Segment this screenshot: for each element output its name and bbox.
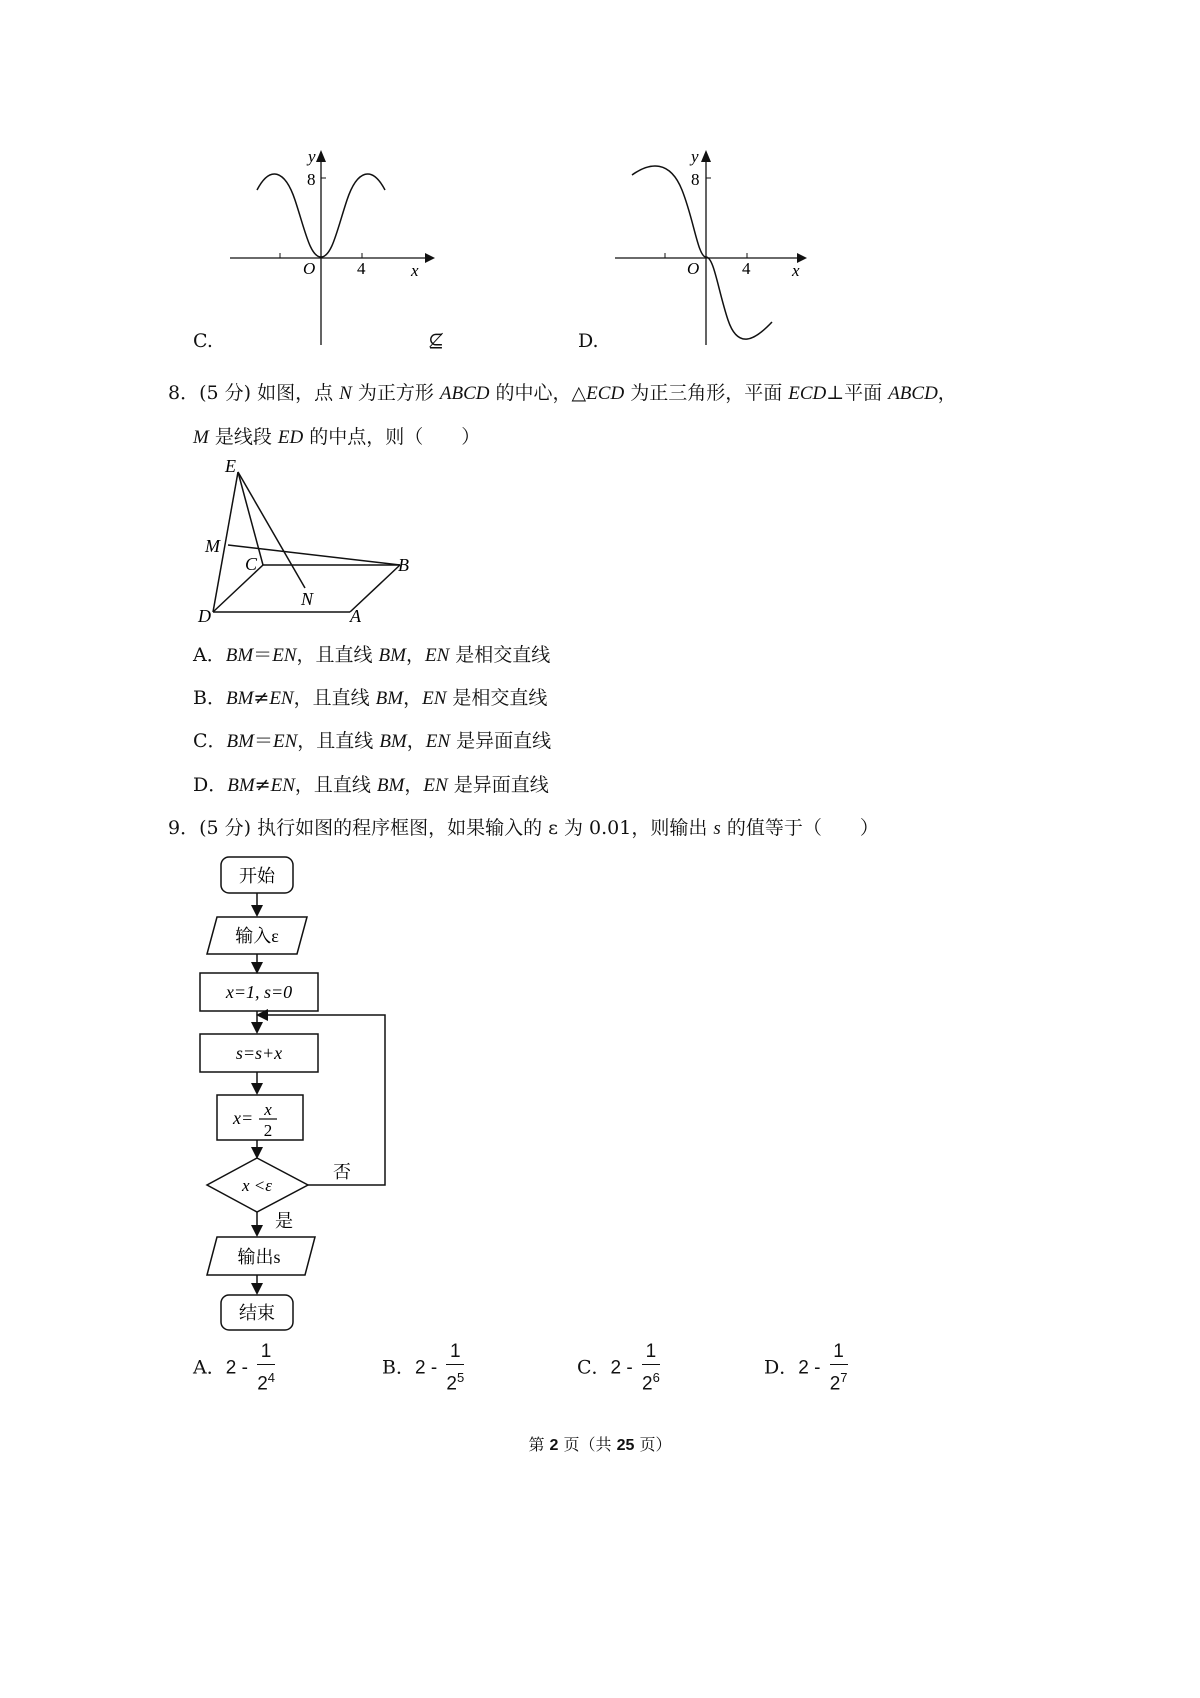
- label-B: B: [398, 555, 409, 575]
- no-label: 否: [333, 1162, 351, 1182]
- start-text: 开始: [239, 866, 275, 886]
- q8-option-b[interactable]: B．BM≠EN，且直线 BM，EN 是相交直线: [193, 687, 548, 709]
- x-label: x: [411, 261, 419, 280]
- yes-label: 是: [275, 1211, 293, 1231]
- x-tick-label: 4: [742, 259, 751, 278]
- x-tick-label: 4: [357, 259, 366, 278]
- y-axis-arrow: [701, 150, 711, 162]
- x-label: x: [792, 261, 800, 280]
- y-label: y: [691, 147, 699, 166]
- graph-d: [610, 140, 830, 355]
- y-label: y: [308, 147, 316, 166]
- label-M: M: [205, 536, 220, 556]
- q9-option-a[interactable]: A．2 - $\frac{1}{2^4}$: [193, 1340, 275, 1397]
- q9-flowchart: [195, 852, 405, 1337]
- input-text: 输入ε: [235, 926, 279, 946]
- label-E: E: [225, 456, 236, 476]
- label-A: A: [350, 606, 361, 626]
- y-axis-arrow: [316, 150, 326, 162]
- update-x-left: x=: [233, 1108, 254, 1128]
- origin-label: O: [303, 259, 316, 278]
- y-tick-label: 8: [691, 170, 700, 189]
- label-D: D: [198, 606, 211, 626]
- q8-option-d[interactable]: D．BM≠EN，且直线 BM，EN 是异面直线: [193, 774, 549, 796]
- option-d-label: D.: [578, 330, 599, 352]
- q8-figure: [195, 450, 425, 630]
- update-x-den: 2: [263, 1121, 273, 1140]
- init-text: x=1, s=0: [225, 982, 293, 1002]
- fraction: $\frac{1}{2^5}$: [446, 1341, 465, 1395]
- update-x-box: [217, 1095, 303, 1140]
- page-footer: 第 2 页（共 25 页）: [528, 1435, 672, 1454]
- q8-stem-line2: M 是线段 ED 的中点，则（ ）: [193, 426, 481, 448]
- x-axis-arrow: [425, 253, 435, 263]
- condition-text: x <ε: [242, 1176, 272, 1195]
- q9-option-c[interactable]: C．2 - $\frac{1}{2^6}$: [577, 1340, 660, 1397]
- update-x-num: x: [264, 1100, 272, 1119]
- q9-option-d[interactable]: D．2 - $\frac{1}{2^7}$: [764, 1340, 848, 1397]
- loop-line: [259, 1015, 385, 1185]
- q8-option-c[interactable]: C．BM＝EN，且直线 BM，EN 是异面直线: [193, 730, 552, 752]
- fraction: $\frac{1}{2^4}$: [257, 1341, 275, 1395]
- option-c-label: C.: [193, 330, 213, 352]
- q8-option-a[interactable]: A．BM＝EN，且直线 BM，EN 是相交直线: [193, 644, 551, 666]
- stray-symbol: ⊈: [428, 330, 444, 352]
- q9-stem: 9．(5 分) 执行如图的程序框图，如果输入的 ε 为 0.01，则输出 s 的值等于（ ）: [168, 817, 879, 839]
- y-tick-label: 8: [307, 170, 316, 189]
- fraction: $\frac{1}{2^6}$: [642, 1341, 660, 1395]
- q8-stem-line1: 8．(5 分) 如图，点 N 为正方形 ABCD 的中心，△ECD 为正三角形，平面 ECD⊥平面 ABCD，: [168, 382, 957, 404]
- output-text: 输出s: [237, 1247, 281, 1267]
- q9-option-b[interactable]: B．2 - $\frac{1}{2^5}$: [382, 1340, 464, 1397]
- end-text: 结束: [239, 1303, 275, 1323]
- graph-c: [225, 140, 445, 355]
- fraction: $\frac{1}{2^7}$: [829, 1341, 848, 1395]
- label-C: C: [245, 554, 258, 574]
- update-s-text: s=s+x: [235, 1043, 283, 1063]
- origin-label: O: [687, 259, 700, 278]
- label-N: N: [301, 589, 314, 609]
- curve-d: [632, 166, 772, 339]
